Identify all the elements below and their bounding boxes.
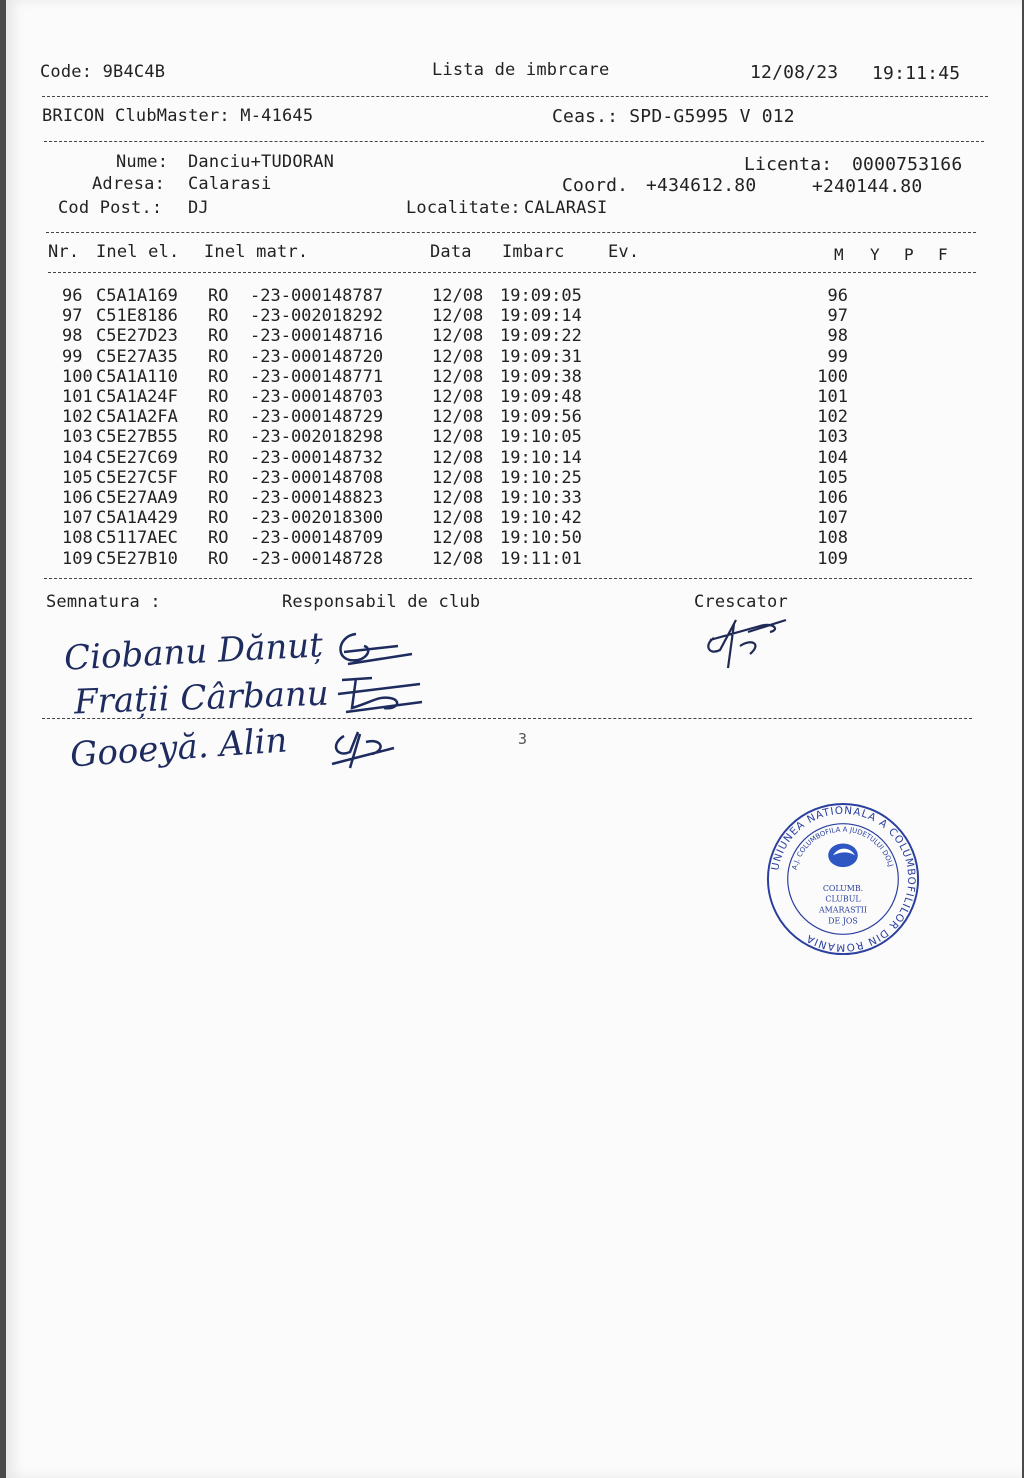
cell-country: RO [208, 488, 229, 508]
divider [44, 578, 972, 579]
cell-inel-matr: -23-000148823 [250, 488, 384, 508]
cell-m: 108 [817, 528, 848, 549]
address-label: Adresa: [92, 174, 166, 194]
cell-inel-matr: -23-000148787 [250, 286, 384, 306]
cell-m: 107 [817, 508, 848, 529]
signature-label: Semnatura : [46, 592, 161, 612]
cell-country: RO [208, 528, 229, 549]
cell-date: 12/08 [432, 306, 484, 327]
cell-nr: 97 [62, 306, 83, 327]
cell-imbarc: 19:09:22 [500, 326, 582, 347]
cell-nr: 105 [62, 467, 93, 488]
cell-imbarc: 19:09:56 [500, 407, 582, 428]
cell-inel-el: C5E27D23 [96, 326, 178, 347]
cell-date: 12/08 [432, 488, 484, 508]
coord-label: Coord. [562, 175, 629, 196]
cell-inel-matr: -23-000148720 [250, 346, 384, 367]
owner-postal: DJ [188, 198, 209, 218]
cell-inel-el: C5E27B55 [96, 427, 178, 448]
cell-m: 99 [827, 346, 848, 367]
clock-id: Ceas.: SPD-G5995 V 012 [552, 106, 795, 127]
page-number: 3 [518, 730, 528, 748]
svg-text:AMARASTII: AMARASTII [818, 905, 868, 915]
cell-inel-el: C51E8186 [96, 306, 178, 327]
cell-nr: 102 [62, 407, 93, 428]
cell-nr: 100 [62, 366, 93, 387]
svg-text:A.J. COLUMBOFILA A JUDETULUI D: A.J. COLUMBOFILA A JUDETULUI DOLJ [790, 825, 895, 871]
table-row [6, 528, 1006, 548]
col-m: M [834, 245, 844, 264]
cell-country: RO [208, 286, 229, 306]
svg-text:COLUMB.: COLUMB. [822, 883, 864, 893]
table-row [6, 448, 1006, 468]
cell-country: RO [208, 467, 229, 488]
divider [48, 272, 976, 273]
breeder-signature [700, 610, 792, 674]
divider [46, 232, 976, 233]
locality-label: Localitate: [406, 198, 521, 218]
cell-date: 12/08 [432, 366, 484, 387]
cell-nr: 107 [62, 508, 93, 529]
col-p: P [904, 245, 914, 264]
cell-nr: 109 [62, 548, 93, 569]
table-row [6, 549, 1006, 569]
cell-inel-el: C5E27C5F [96, 467, 178, 488]
cell-inel-el: C5A1A2FA [96, 407, 178, 428]
cell-date: 12/08 [432, 548, 484, 569]
cell-imbarc: 19:10:33 [500, 488, 582, 508]
cell-m: 98 [827, 326, 848, 347]
svg-text:UNIUNEA NATIONALA A COLUMBOFIL: UNIUNEA NATIONALA A COLUMBOFILILOR DIN ROMANIA [769, 804, 918, 954]
initials-scribble-2 [332, 672, 426, 716]
club-responsible-label: Responsabil de club [282, 592, 481, 612]
cell-country: RO [208, 366, 229, 387]
cell-country: RO [208, 326, 229, 347]
table-row [6, 347, 1006, 367]
cell-inel-matr: -23-000148732 [250, 447, 384, 468]
document-page [6, 0, 1022, 1478]
cell-country: RO [208, 508, 229, 529]
cell-imbarc: 19:10:14 [500, 447, 582, 468]
svg-text:DE JOS: DE JOS [828, 916, 858, 926]
cell-imbarc: 19:09:48 [500, 387, 582, 407]
cell-m: 101 [817, 387, 848, 407]
cell-m: 96 [827, 286, 848, 306]
cell-inel-el: C5E27A35 [96, 346, 178, 367]
col-nr: Nr. [48, 242, 80, 262]
cell-imbarc: 19:09:31 [500, 346, 582, 367]
owner-name: Danciu+TUDORAN [188, 152, 335, 172]
coord-y: +240144.80 [812, 176, 923, 197]
cell-date: 12/08 [432, 346, 484, 367]
cell-nr: 104 [62, 447, 93, 468]
cell-inel-el: C5A1A110 [96, 366, 178, 387]
cell-date: 12/08 [432, 387, 484, 407]
col-y: Y [870, 245, 880, 264]
cell-imbarc: 19:10:50 [500, 528, 582, 549]
cell-date: 12/08 [432, 326, 484, 347]
cell-nr: 98 [62, 326, 83, 347]
cell-date: 12/08 [432, 447, 484, 468]
cell-imbarc: 19:10:05 [500, 427, 582, 448]
system-name: BRICON ClubMaster: M-41645 [42, 106, 314, 126]
cell-country: RO [208, 407, 229, 428]
cell-imbarc: 19:10:42 [500, 508, 582, 529]
cell-m: 109 [817, 548, 848, 569]
cell-nr: 108 [62, 528, 93, 549]
col-inel-matr: Inel matr. [204, 242, 309, 262]
cell-m: 102 [817, 407, 848, 428]
cell-inel-matr: -23-000148703 [250, 387, 384, 407]
cell-m: 106 [817, 488, 848, 508]
cell-nr: 101 [62, 387, 93, 407]
club-stamp [764, 800, 922, 958]
divider [42, 96, 988, 97]
print-date: 12/08/23 [750, 62, 839, 83]
cell-inel-matr: -23-000148771 [250, 366, 384, 387]
cell-imbarc: 19:09:14 [500, 306, 582, 327]
table-row [6, 427, 1006, 447]
table-row [6, 326, 1006, 346]
initials-scribble-1 [328, 624, 420, 670]
cell-date: 12/08 [432, 467, 484, 488]
cell-imbarc: 19:10:25 [500, 467, 582, 488]
cell-inel-el: C5A1A429 [96, 508, 178, 529]
handwritten-signature-1: Ciobanu Dănuț [63, 625, 324, 679]
cell-date: 12/08 [432, 528, 484, 549]
postal-label: Cod Post.: [58, 198, 163, 218]
cell-imbarc: 19:09:05 [500, 286, 582, 306]
table-row [6, 387, 1006, 407]
cell-country: RO [208, 548, 229, 569]
cell-nr: 99 [62, 346, 83, 367]
table-row [6, 407, 1006, 427]
col-data: Data [430, 242, 472, 262]
print-time: 19:11:45 [872, 63, 961, 84]
table-row [6, 286, 1006, 306]
cell-inel-el: C5117AEC [96, 528, 178, 549]
col-inel-el: Inel el. [96, 242, 180, 262]
cell-m: 104 [817, 447, 848, 468]
svg-text:CLUBUL: CLUBUL [825, 894, 861, 904]
cell-inel-matr: -23-000148728 [250, 548, 384, 569]
cell-inel-el: C5E27AA9 [96, 488, 178, 508]
document-title: Lista de imbrcare [432, 60, 610, 80]
table-row [6, 488, 1006, 508]
cell-inel-matr: -23-000148716 [250, 326, 384, 347]
cell-m: 100 [817, 366, 848, 387]
cell-inel-matr: -23-000148708 [250, 467, 384, 488]
handwritten-signature-2: Frații Cârbanu [73, 673, 330, 723]
cell-inel-el: C5E27C69 [96, 447, 178, 468]
cell-nr: 106 [62, 488, 93, 508]
col-imbarc: Imbarc [502, 242, 565, 262]
locality-value: CALARASI [524, 198, 608, 218]
name-label: Nume: [116, 152, 169, 172]
owner-address: Calarasi [188, 174, 272, 194]
initials-scribble-3 [324, 724, 404, 776]
cell-m: 103 [817, 427, 848, 448]
table-row [6, 367, 1006, 387]
cell-country: RO [208, 346, 229, 367]
cell-nr: 96 [62, 286, 83, 306]
cell-imbarc: 19:11:01 [500, 548, 582, 569]
cell-inel-matr: -23-000148709 [250, 528, 384, 549]
cell-inel-matr: -23-002018300 [250, 508, 384, 529]
table-row [6, 468, 1006, 488]
cell-nr: 103 [62, 427, 93, 448]
license-number: 0000753166 [852, 154, 963, 175]
cell-m: 105 [817, 467, 848, 488]
cell-date: 12/08 [432, 508, 484, 529]
divider [42, 718, 972, 719]
divider [44, 141, 984, 142]
coord-x: +434612.80 [646, 175, 757, 196]
handwritten-signature-3: Gooeyă. Alin [68, 720, 289, 776]
code-text: Code: 9B4C4B [40, 62, 166, 82]
table-row [6, 306, 1006, 326]
cell-inel-matr: -23-002018298 [250, 427, 384, 448]
cell-inel-matr: -23-002018292 [250, 306, 384, 327]
cell-country: RO [208, 427, 229, 448]
col-f: F [938, 245, 948, 264]
cell-country: RO [208, 387, 229, 407]
cell-country: RO [208, 447, 229, 468]
license-label: Licenta: [744, 154, 833, 175]
cell-date: 12/08 [432, 427, 484, 448]
cell-inel-el: C5E27B10 [96, 548, 178, 569]
cell-country: RO [208, 306, 229, 327]
cell-imbarc: 19:09:38 [500, 366, 582, 387]
cell-date: 12/08 [432, 286, 484, 306]
breeder-label: Crescator [694, 592, 788, 612]
cell-inel-el: C5A1A24F [96, 387, 178, 407]
cell-m: 97 [827, 306, 848, 327]
col-ev: Ev. [608, 242, 640, 262]
cell-inel-matr: -23-000148729 [250, 407, 384, 428]
table-row [6, 508, 1006, 528]
cell-date: 12/08 [432, 407, 484, 428]
cell-inel-el: C5A1A169 [96, 286, 178, 306]
